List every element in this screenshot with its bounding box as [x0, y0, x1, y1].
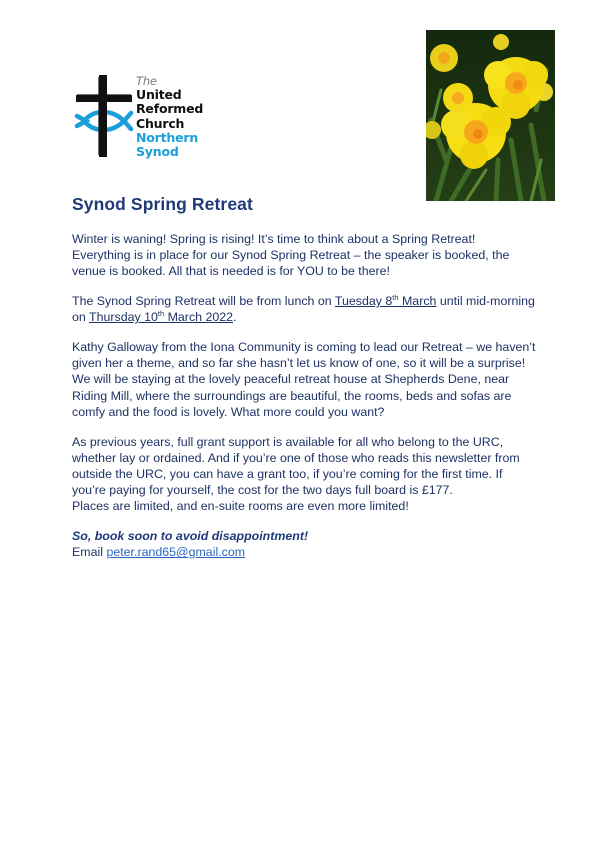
logo-text-synod: Synod: [136, 144, 179, 160]
email-label: Email: [72, 545, 107, 560]
text-line: whether lay or ordained. And if you’re one of those who reads this newsletter from: [72, 450, 520, 465]
logo-text-northern: Northern: [136, 129, 199, 145]
text-line: you’re paying for yourself, the cost for the two days full board is £177.: [72, 483, 453, 498]
logo-text-reformed: Reformed: [136, 101, 204, 117]
dates-paragraph: [72, 293, 542, 325]
logo-wordmark: [136, 74, 203, 159]
article-body: [72, 231, 542, 574]
urc-northern-synod-logo: [74, 72, 204, 162]
logo-text-the: The: [136, 74, 157, 88]
logo-text-united: United: [136, 87, 182, 103]
email-line: [72, 544, 542, 560]
start-date: [335, 294, 437, 308]
text-line: outside the URC, you can have a grant too, if you’re coming for the first time. If: [72, 466, 503, 481]
text-line: Kathy Galloway from the Iona Community is coming to lead our Retreat – we haven’t: [72, 340, 536, 355]
start-date-month: March: [398, 294, 437, 309]
dates-mid-text: until mid-morning: [436, 294, 535, 309]
end-date-day: Thursday 10: [89, 310, 158, 325]
text-line: Everything is in place for our Synod Spring Retreat – the speaker is booked, the: [72, 248, 510, 263]
speaker-venue-paragraph: [72, 339, 542, 420]
daffodil-photo: [426, 30, 555, 201]
text-line: Places are limited, and en-suite rooms are even more limited!: [72, 499, 409, 514]
intro-paragraph: [72, 231, 542, 280]
text-line: Riding Mill, where the surroundings are beautiful, the rooms, beds and sofas are: [72, 388, 512, 403]
booking-paragraph: [72, 528, 542, 560]
text-line: [72, 309, 542, 325]
text-line: venue is booked. All that is needed is for YOU to be there!: [72, 264, 390, 279]
text-line: We will be staying at the lovely peaceful retreat house at Shepherds Dene, near: [72, 372, 510, 387]
page-title: Synod Spring Retreat: [72, 194, 253, 214]
dates-end-punctuation: .: [233, 310, 237, 325]
end-date-ordinal: th: [157, 309, 165, 319]
text-line: comfy and the food is lovely. What more could you want?: [72, 404, 385, 419]
text-line: As previous years, full grant support is available for all who belong to the URC,: [72, 434, 504, 449]
text-line: Winter is waning! Spring is rising! It’s time to think about a Spring Retreat!: [72, 232, 476, 246]
start-date-day: Tuesday 8: [334, 294, 393, 309]
text-line: [72, 293, 542, 309]
grant-paragraph: [72, 434, 542, 515]
start-date-ordinal: th: [392, 293, 399, 303]
dates-intro-text: The Synod Spring Retreat will be from lunch on: [72, 294, 335, 309]
logo-text-church: Church: [136, 115, 185, 131]
dates-on-text: on: [72, 310, 90, 325]
end-date: [89, 310, 233, 324]
email-link[interactable]: peter.rand65@gmail.com: [106, 545, 246, 560]
call-to-action: So, book soon to avoid disappointment!: [72, 529, 309, 544]
cross-and-fish-icon: [74, 72, 134, 160]
daffodil-image: [426, 30, 555, 201]
end-date-month: March 2022: [164, 310, 234, 325]
text-line: given her a theme, and so far she hasn’t let us know of one, so it will be a surprise!: [72, 356, 526, 371]
